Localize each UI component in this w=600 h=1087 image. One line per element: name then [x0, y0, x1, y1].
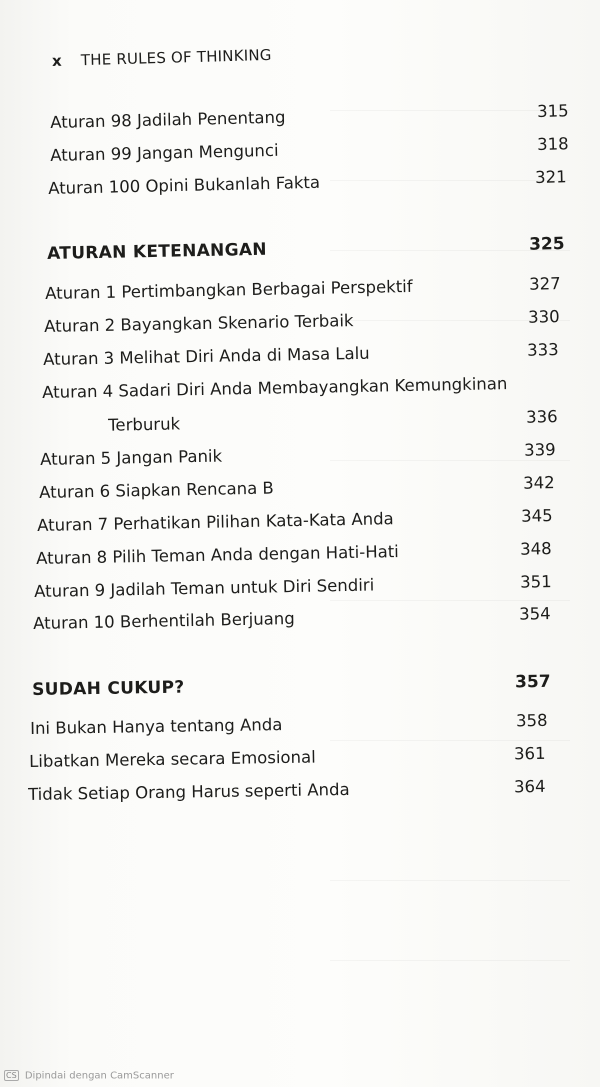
- header-book-title: THE RULES OF THINKING: [80, 45, 272, 70]
- toc-entry-title: Aturan 100 Opini Bukanlah Fakta: [48, 172, 321, 198]
- toc-entry-title: Aturan 7 Perhatikan Pilihan Kata-Kata Anda: [37, 509, 394, 535]
- toc-entry-page: 330: [527, 307, 560, 327]
- toc-entry-title: Aturan 9 Jadilah Teman untuk Diri Sendiri: [34, 575, 375, 601]
- toc-entry-title: Aturan 1 Pertimbangkan Berbagai Perspektif: [45, 276, 413, 303]
- toc-entry: [45, 274, 561, 303]
- toc-entry-page: 321: [534, 167, 567, 187]
- section-title: ATURAN KETENANGAN: [47, 239, 268, 264]
- toc-entry: [39, 473, 555, 502]
- toc-entry: [50, 101, 569, 132]
- scanner-watermark: [4, 1070, 174, 1082]
- toc-entry-title: Aturan 8 Pilih Teman Anda dengan Hati-Hati: [36, 542, 399, 568]
- toc-entry: [43, 340, 559, 369]
- header-page-number: x: [51, 51, 63, 70]
- toc-entry: [33, 604, 551, 633]
- toc-entry: [44, 307, 560, 336]
- toc-entry-title: Aturan 10 Berhentilah Berjuang: [33, 608, 295, 633]
- toc-entry: [36, 539, 552, 568]
- section-page: 325: [528, 234, 565, 255]
- toc-entry-page: 345: [520, 506, 553, 526]
- camscanner-logo-icon: CS: [6, 1070, 17, 1080]
- toc-entry-title: Tidak Setiap Orang Harus seperti Anda: [28, 779, 350, 804]
- toc-entry: [42, 373, 556, 402]
- toc-entry-page: 361: [513, 743, 546, 764]
- toc-entry-title: Aturan 5 Jangan Panik: [40, 446, 223, 469]
- toc-entry-page: 358: [515, 710, 548, 731]
- toc-entry-title: Aturan 2 Bayangkan Skenario Terbaik: [44, 311, 354, 336]
- scanner-watermark-text: Dipindai dengan CamScanner: [24, 1070, 174, 1081]
- toc-entry-page: 348: [519, 539, 552, 559]
- toc-section-heading: [32, 671, 551, 700]
- toc-entry-title: Ini Bukan Hanya tentang Anda: [30, 715, 283, 738]
- toc-entry-title: Aturan 98 Jadilah Penentang: [50, 107, 286, 132]
- toc-entry: [34, 572, 552, 601]
- toc-entry-page: 327: [528, 274, 561, 294]
- toc-section-heading: [47, 234, 565, 264]
- toc-entry-page: 339: [523, 440, 556, 460]
- toc-entry: [37, 506, 553, 535]
- toc-entry-page: 351: [519, 572, 552, 592]
- running-header: [52, 46, 272, 70]
- toc-entry-title: Libatkan Mereka secara Emosional: [29, 747, 316, 771]
- toc-entry-page: 364: [513, 776, 546, 797]
- toc-entry: [29, 743, 546, 771]
- toc-entry-page: 336: [525, 407, 558, 427]
- toc-entry: [50, 134, 569, 165]
- toc-entry-continuation: [42, 407, 558, 435]
- toc-entry: [28, 776, 546, 804]
- toc-entry: [30, 710, 548, 738]
- section-title: SUDAH CUKUP?: [32, 677, 185, 700]
- toc-entry-page: 342: [522, 473, 555, 493]
- toc-entry-title-continued: Terburuk: [107, 414, 181, 435]
- toc-entry-title: Aturan 3 Melihat Diri Anda di Masa Lalu: [43, 343, 370, 369]
- toc-entry-page: 315: [536, 101, 569, 121]
- toc-entry-title: Aturan 6 Siapkan Rencana B: [39, 478, 274, 502]
- toc-entry-title: Aturan 99 Jangan Mengunci: [50, 140, 279, 165]
- toc-entry-page: 333: [526, 340, 559, 360]
- toc-entry-page: 318: [536, 134, 569, 154]
- toc-entry-page: 354: [518, 604, 551, 624]
- toc-entry: [48, 167, 567, 198]
- section-page: 357: [514, 671, 551, 693]
- toc-entry-title: Aturan 4 Sadari Diri Anda Membayangkan Kemungkinan: [42, 374, 508, 402]
- toc-entry: [40, 440, 556, 469]
